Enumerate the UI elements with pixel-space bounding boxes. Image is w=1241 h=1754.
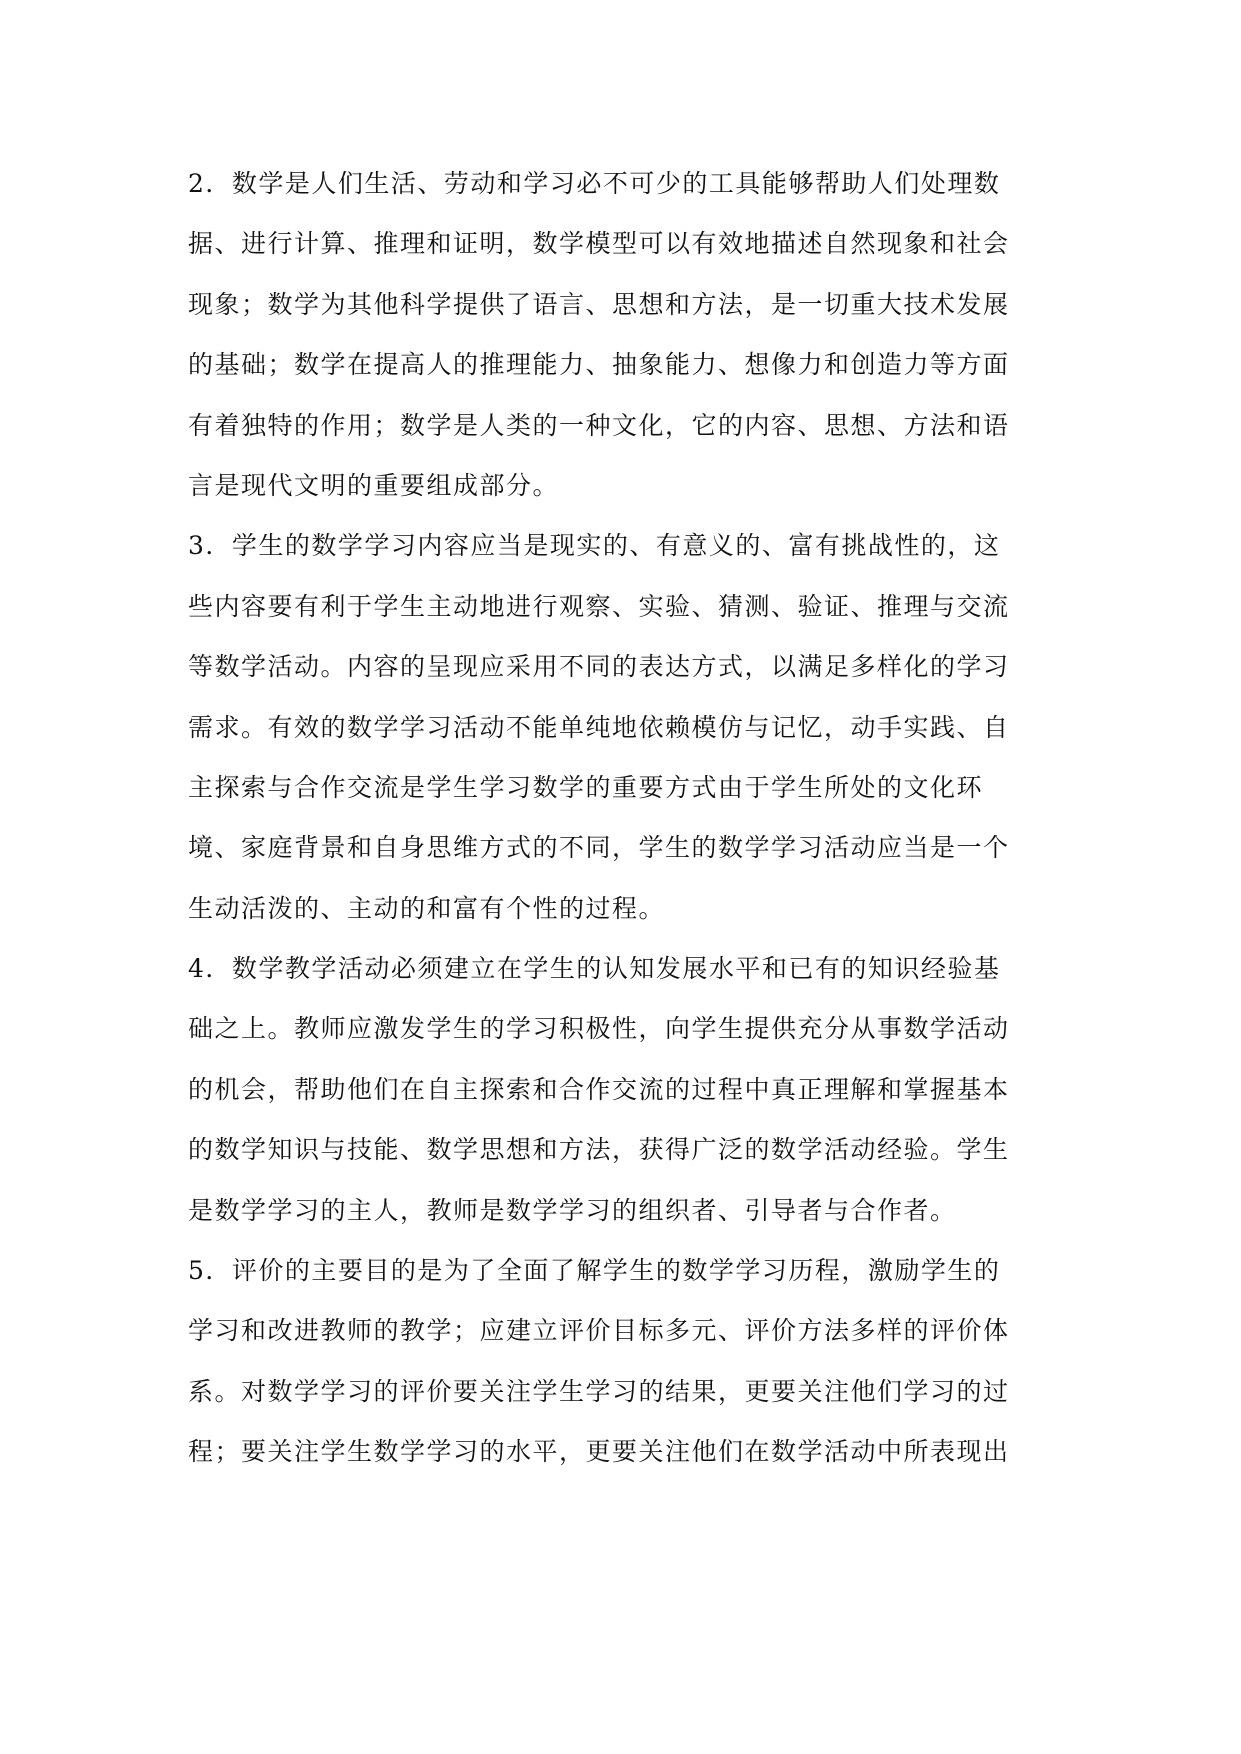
text-line: 有着独特的作用；数学是人类的一种文化，它的内容、思想、方法和语 [188,410,1010,440]
text-line: 需求。有效的数学学习活动不能单纯地依赖模仿与记忆，动手实践、自 [188,712,1010,742]
text-line: 现象；数学为其他科学提供了语言、思想和方法，是一切重大技术发展 [188,289,1010,319]
text-line: 言是现代文明的重要组成部分。 [188,470,560,500]
text-line: 些内容要有利于学生主动地进行观察、实验、猜测、验证、推理与交流 [188,591,1010,621]
text-line: 4．数学教学活动必须建立在学生的认知发展水平和已有的知识经验基 [188,954,1001,984]
text-line: 础之上。教师应激发学生的学习积极性，向学生提供充分从事数学活动 [188,1014,1010,1044]
text-line: 5．评价的主要目的是为了全面了解学生的数学学习历程，激励学生的 [188,1256,1001,1286]
body-text [188,159,1068,1488]
text-line: 据、进行计算、推理和证明，数学模型可以有效地描述自然现象和社会 [188,229,1010,259]
text-line: 学习和改进教师的教学；应建立评价目标多元、评价方法多样的评价体 [188,1316,1010,1346]
text-line: 等数学活动。内容的呈现应采用不同的表达方式，以满足多样化的学习 [188,652,1010,682]
text-line: 生动活泼的、主动的和富有个性的过程。 [188,893,666,923]
text-line: 的基础；数学在提高人的推理能力、抽象能力、想像力和创造力等方面 [188,350,1010,380]
text-line: 的数学知识与技能、数学思想和方法，获得广泛的数学活动经验。学生 [188,1135,1010,1165]
text-line: 系。对数学学习的评价要关注学生学习的结果，更要关注他们学习的过 [188,1376,1010,1406]
text-line: 3．学生的数学学习内容应当是现实的、有意义的、富有挑战性的，这 [188,531,1001,561]
text-line: 的机会，帮助他们在自主探索和合作交流的过程中真正理解和掌握基本 [188,1074,1010,1104]
text-line: 程；要关注学生数学学习的水平，更要关注他们在数学活动中所表现出 [188,1437,1010,1467]
text-line: 境、家庭背景和自身思维方式的不同，学生的数学学习活动应当是一个 [188,833,1010,863]
text-line: 主探索与合作交流是学生学习数学的重要方式由于学生所处的文化环 [188,772,984,802]
text-line: 2．数学是人们生活、劳动和学习必不可少的工具能够帮助人们处理数 [188,169,1001,198]
text-line: 是数学学习的主人，教师是数学学习的组织者、引导者与合作者。 [188,1195,957,1225]
